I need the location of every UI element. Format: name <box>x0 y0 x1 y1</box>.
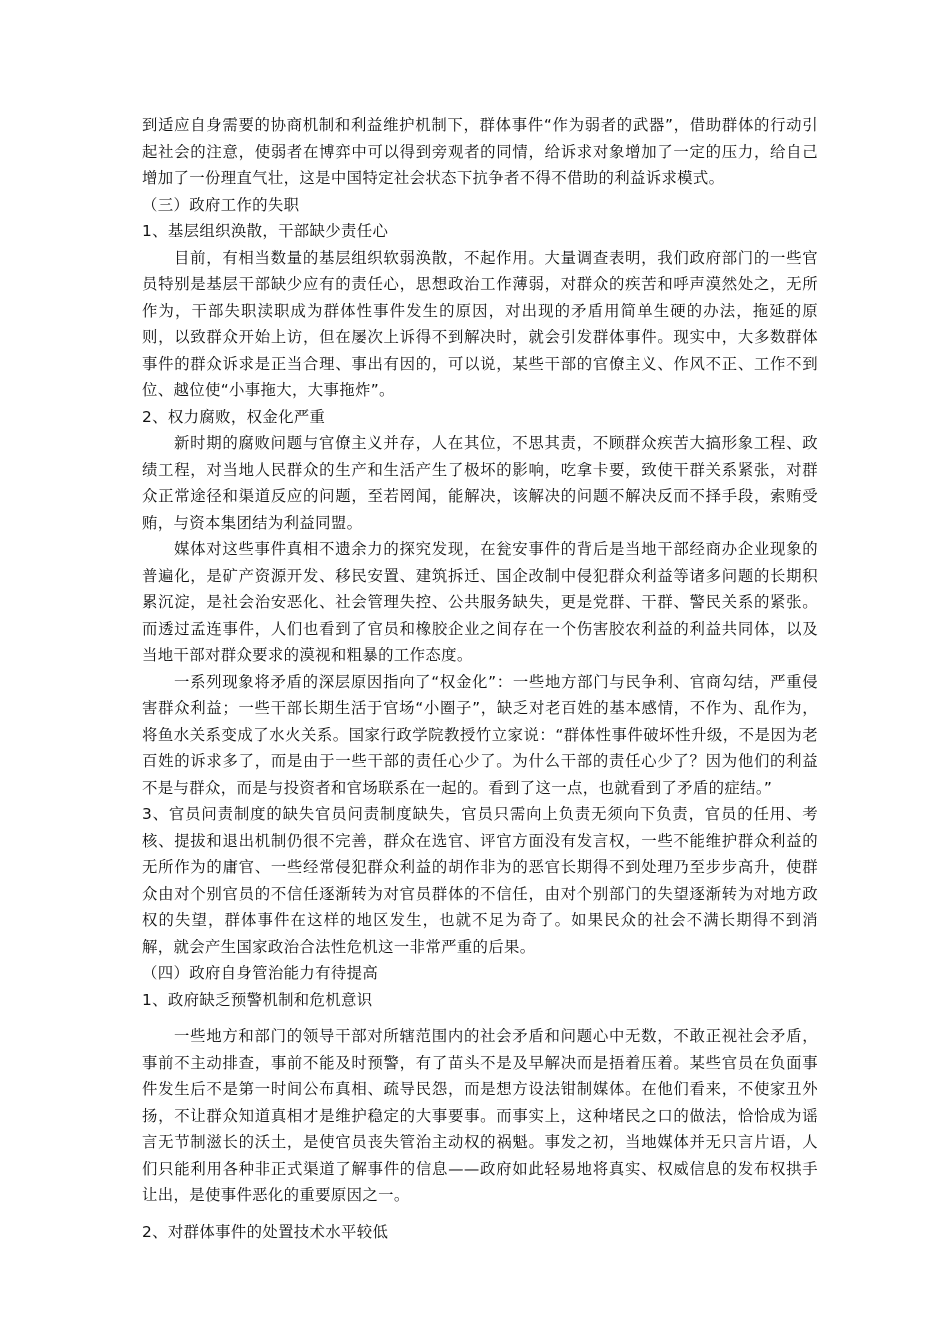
section-heading: 2、对群体事件的处置技术水平较低 <box>142 1222 389 1241</box>
body-paragraph: 新时期的腐败问题与官僚主义并存，人在其位，不思其责，不顾群众疾苦大搞形象工程、政绩工程，对当地人民群众的生产和生活产生了极坏的影响，吃拿卡要，致使干群关系紧张，对群众正常途径和渠道反应的问题，至若罔闻，能解决，该解决的问题不解决反而不择手段，索贿受贿，与资本集团结为利益同盟。 <box>142 434 818 532</box>
section-heading: 1、政府缺乏预警机制和危机意识 <box>142 990 373 1009</box>
section-heading: （三）政府工作的失职 <box>142 195 300 214</box>
section-heading: 2、权力腐败，权金化严重 <box>142 407 326 426</box>
section-heading: 1、基层组织涣散，干部缺少责任心 <box>142 222 389 240</box>
body-paragraph: 3、官员问责制度的缺失官员问责制度缺失，官员只需向上负责无须向下负责，官员的任用、考核、提拔和退出机制仍很不完善，群众在选官、评官方面没有发言权，一些不能维护群众利益的无所作为的庸官、一些经常侵犯群众利益的胡作非为的恶官长期得不到处理乃至步步高升，使群众由对个别官员的不信任逐渐转为对官员群体的不信任，由对个别部门的失望逐渐转为对地方政权的失望，群体事件在这样的地区发生，也就不足为奇了。如果民众的社会不满长期得不到消解，就会产生国家政治合法性危机这一非常严重的后果。 <box>142 805 818 956</box>
document-body <box>142 112 818 1245</box>
body-paragraph: 一系列现象将矛盾的深层原因指向了“权金化”：一些地方部门与民争利、官商勾结，严重侵害群众利益；一些干部长期生活于官场“小圈子”，缺乏对老百姓的基本感情，不作为、乱作为，将鱼水关系变成了水火关系。国家行政学院教授竹立家说：“群体性事件破坏性升级，不是因为老百姓的诉求多了，而是由于一些干部的责任心少了。为什么干部的责任心少了？因为他们的利益不是与群众，而是与投资者和官场联系在一起的。看到了这一点，也就看到了矛盾的症结。” <box>142 672 818 797</box>
body-paragraph: 目前，有相当数量的基层组织软弱涣散，不起作用。大量调查表明，我们政府部门的一些官员特别是基层干部缺少应有的责任心，思想政治工作薄弱，对群众的疾苦和呼声漠然处之，无所作为，干部失职渎职成为群体性事件发生的原因，对出现的矛盾用简单生硬的办法，拖延的原则，以致群众开始上访，但在屡次上诉得不到解决时，就会引发群体事件。现实中，大多数群体事件的群众诉求是正当合理、事出有因的，可以说，某些干部的官僚主义、作风不正、工作不到位、越位使“小事拖大，大事拖炸”。 <box>142 248 818 399</box>
body-paragraph: 一些地方和部门的领导干部对所辖范围内的社会矛盾和问题心中无数，不敢正视社会矛盾，事前不主动排查，事前不能及时预警，有了苗头不是及早解决而是捂着压着。某些官员在负面事件发生后不是第一时间公布真相、疏导民怨，而是想方设法钳制媒体。在他们看来，不使家丑外扬，不让群众知道真相才是维护稳定的大事要事。而事实上，这种堵民之口的做法，恰恰成为谣言无节制滋长的沃土，是使官员丧失管治主动权的祸魁。事发之初，当地媒体并无只言片语，人们只能利用各种非正式渠道了解事件的信息——政府如此轻易地将真实、权威信息的发布权拱手让出，是使事件恶化的重要原因之一。 <box>142 1027 818 1204</box>
body-paragraph: 到适应自身需要的协商机制和利益维护机制下，群体事件“作为弱者的武器”，借助群体的行动引起社会的注意，使弱者在博弈中可以得到旁观者的同情，给诉求对象增加了一定的压力，给自己增加了一份理直气壮，这是中国特定社会状态下抗争者不得不借助的利益诉求模式。 <box>142 116 818 187</box>
body-paragraph: 媒体对这些事件真相不遗余力的探究发现，在瓮安事件的背后是当地干部经商办企业现象的普遍化，是矿产资源开发、移民安置、建筑拆迁、国企改制中侵犯群众利益等诸多问题的长期积累沉淀，是社会治安恶化、社会管理失控、公共服务缺失，更是党群、干群、警民关系的紧张。而透过孟连事件，人们也看到了官员和橡胶企业之间存在一个伤害胶农利益的利益共同体，以及当地干部对群众要求的漠视和粗暴的工作态度。 <box>142 540 818 664</box>
section-heading: （四）政府自身管治能力有待提高 <box>142 964 379 982</box>
